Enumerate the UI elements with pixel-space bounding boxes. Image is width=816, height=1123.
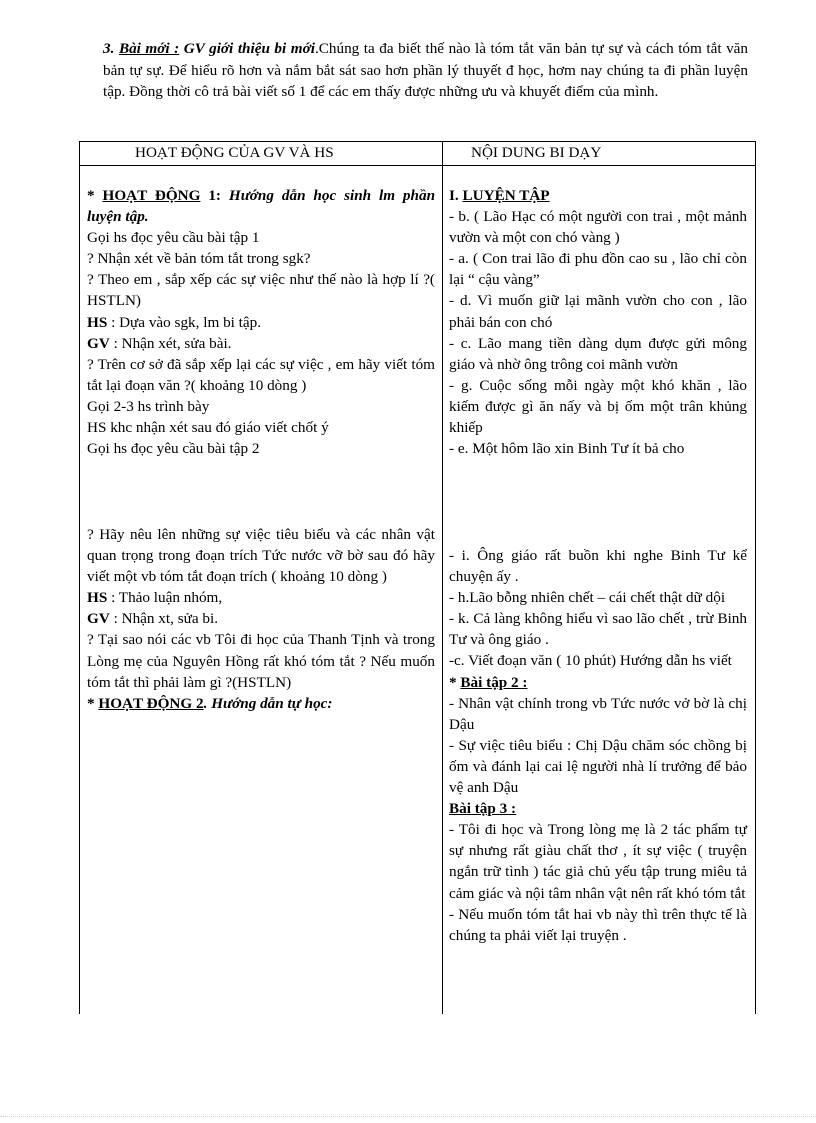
hs-line	[87, 312, 435, 333]
event-item: - d. Vì muốn giữ lại mãnh vườn cho con , lão phải bán con chó	[449, 292, 747, 331]
gv-line	[87, 608, 435, 629]
activity-1-bullet: *	[87, 187, 103, 204]
lead-heading	[103, 40, 315, 57]
header-activities: HOẠT ĐỘNG CỦA GV VÀ HS	[135, 144, 334, 161]
question-3: ? Tại sao nói các vb Tôi đi học của Thanh Tịnh và trong Lòng mẹ của Nguyên Hồng rất khó tóm tắt ? Nếu muốn tóm tắt thì phải làm gì ?(HSTLN)	[87, 631, 435, 691]
hs-label: HS	[87, 589, 108, 607]
left-line: Gọi hs đọc yêu cầu bài tập 2	[87, 440, 260, 458]
gv-line	[87, 333, 435, 354]
intro-paragraph	[103, 38, 748, 103]
table-border-top	[79, 141, 756, 142]
activity-2-heading	[87, 693, 435, 714]
gv-label: GV	[87, 610, 110, 628]
activity-1-number: 1:	[200, 187, 229, 204]
lesson-table	[79, 141, 756, 1014]
table-column-divider	[442, 141, 443, 1014]
exercise-2-item: - Sự việc tiêu biểu : Chị Dậu chăm sóc chồng bị ốm và đánh lại cai lệ người nhà lí trưởng để bảo vệ anh Dậu	[449, 736, 747, 797]
left-line: Gọi hs đọc yêu cầu bài tập 1	[87, 229, 260, 247]
event-item: - c. Lão mang tiền dàng dụm được gửi mông giáo và nhờ ông trông coi mãnh vườn	[449, 334, 747, 373]
activity-1-label: HOẠT ĐỘNG	[102, 187, 201, 204]
exercise-3-heading	[449, 798, 747, 819]
activity-1-title: Hướng dẫn học sinh lm phần luyện tập.	[87, 187, 436, 226]
left-block-2	[87, 524, 435, 714]
table-border-left	[79, 141, 80, 1014]
exercise-2-item: - Nhân vật chính trong vb Tức nước vở bờ là chị Dậu	[449, 694, 747, 733]
left-line: ? Trên cơ sở đã sắp xếp lại các sự việc , em hãy viết tóm tắt lại đoạn văn ?( khoảng 10 dòng )	[87, 355, 435, 394]
exercise-2-bullet: *	[449, 673, 461, 691]
event-item: - g. Cuộc sống mỗi ngày một khó khăn , lão kiếm được gì ăn nấy và bị ốm một trân khủng khiếp	[449, 376, 747, 437]
section-heading	[449, 185, 747, 206]
event-item: - b. ( Lão Hạc có một người con trai , một mảnh vườn và một con chó vàng )	[449, 208, 747, 247]
gv-label: GV	[87, 334, 110, 352]
hs-text: : Dựa vào sgk, lm bi tập.	[107, 313, 262, 331]
exercise-2-heading	[449, 672, 747, 693]
hs-text: : Thảo luận nhóm,	[107, 589, 223, 607]
lead-number: 3.	[103, 40, 115, 57]
event-item: - i. Ông giáo rất buồn khi nghe Binh Tư kể chuyện ấy .	[449, 547, 747, 586]
exercise-2-label: Bài tập 2 :	[460, 673, 528, 691]
header-content: NỘI DUNG BI DẠY	[471, 144, 602, 161]
intro-text: .Chúng ta đa biết thế nào là tóm tắt văn bản tự sự và cách tóm tắt văn bản tự sự. Để hiểu rõ hơn và nắm bắt sát sao hơn phần lý thuyết đ học, hơm nay chúng ta đi phần luyện tập. Đồng thời cô trả bài viết số 1 để các em thấy được những ưu và khuyết điểm của mình.	[103, 40, 749, 100]
right-block-1	[449, 185, 747, 459]
right-block-2	[449, 545, 747, 946]
gv-text: : Nhận xét, sửa bài.	[109, 334, 232, 352]
exercise-3-item: - Tôi đi học và Trong lòng mẹ là 2 tác phẩm tự sự nhưng rất giàu chất thơ , ít sự việc ( truyện ngắn trữ tình ) tác giả chủ yếu tập trung miêu tả cảm giác và nội tâm nhân vật nên rất khó tóm tắt	[449, 821, 747, 902]
exercise-3-item: - Nếu muốn tóm tắt hai vb này thì trên thực tế là chúng ta phải viết lại truyện .	[449, 905, 747, 944]
event-item: - e. Một hôm lão xin Binh Tư ít bả cho	[449, 440, 685, 458]
left-block-1	[87, 185, 435, 459]
activity-1-heading	[87, 185, 435, 227]
section-number: I.	[449, 187, 463, 204]
left-line: Gọi 2-3 hs trình bày	[87, 397, 210, 415]
event-item: - a. ( Con trai lão đi phu đồn cao su , lão chỉ còn lại “ cậu vàng”	[449, 250, 747, 289]
table-header-divider	[79, 165, 756, 166]
exercise-3-label: Bài tập 3 :	[449, 800, 517, 818]
hs-label: HS	[87, 313, 108, 331]
event-item: - h.Lão bỗng nhiên chết – cái chết thật dữ dội	[449, 589, 726, 607]
event-item: - k. Cả làng không hiểu vì sao lão chết , trừ Binh Tư và ông giáo .	[449, 610, 747, 649]
activity-2-bullet: *	[87, 694, 99, 712]
activity-2-title: . Hướng dẫn tự học:	[203, 694, 333, 712]
left-line: HS khc nhận xét sau đó giáo viết chốt ý	[87, 419, 329, 437]
lead-rest: GV giới thiệu bi mới	[179, 40, 315, 57]
page-bottom-rule	[0, 1116, 816, 1118]
table-border-right	[755, 141, 756, 1014]
lead-key: Bài mới :	[118, 40, 180, 57]
left-line: ? Theo em , sắp xếp các sự việc như thế nào là hợp lí ?( HSTLN)	[87, 271, 435, 310]
question-2: ? Hãy nêu lên những sự việc tiêu biểu và các nhân vật quan trọng trong đoạn trích Tức nước vỡ bờ sau đó hãy viết một vb tóm tắt đoạn trích ( khoảng 10 dòng )	[87, 526, 435, 586]
event-item: -c. Viết đoạn văn ( 10 phút) Hướng dẫn hs viết	[449, 652, 732, 670]
gv-text: : Nhận xt, sửa bi.	[109, 610, 218, 628]
activity-2-label: HOẠT ĐỘNG 2	[98, 694, 204, 712]
left-line: ? Nhận xét về bản tóm tắt trong sgk?	[87, 250, 311, 268]
section-title: LUYỆN TẬP	[462, 187, 550, 204]
hs-line	[87, 587, 435, 608]
